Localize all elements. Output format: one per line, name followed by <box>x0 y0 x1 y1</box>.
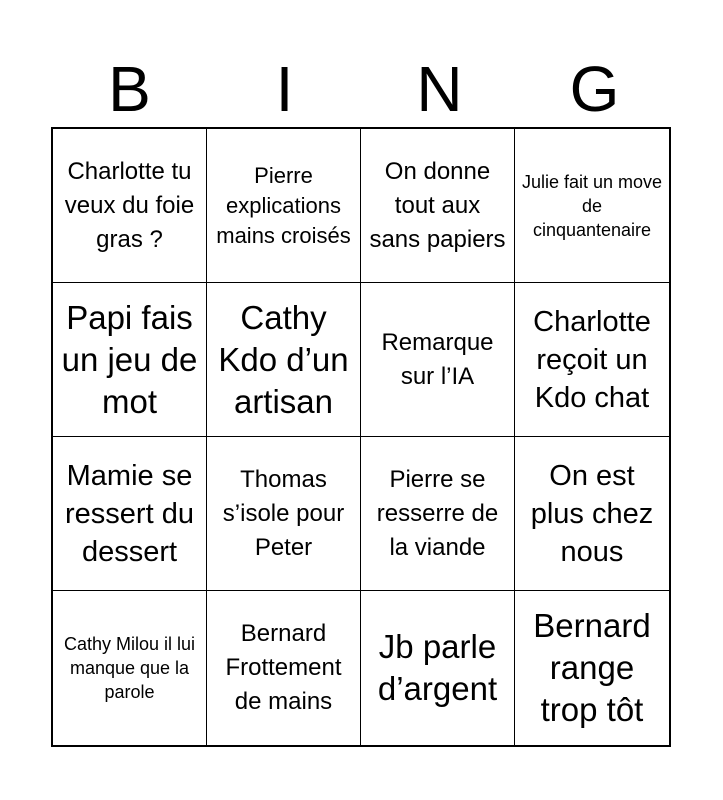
bingo-cell-r1c3[interactable] <box>361 129 515 283</box>
header-letter-b: B <box>108 53 151 125</box>
bingo-cell-r4c4[interactable] <box>515 591 669 745</box>
bingo-cell-r3c1[interactable] <box>53 437 207 591</box>
bingo-cell-r2c1[interactable] <box>53 283 207 437</box>
bingo-cell-r3c3[interactable] <box>361 437 515 591</box>
bingo-grid <box>51 127 671 747</box>
cell-text: Cathy Milou il lui manque que la parole <box>63 634 196 702</box>
header-letter-g: G <box>569 53 620 125</box>
header-letter-i: I <box>275 53 294 125</box>
cell-text: Bernard Frottement de mains <box>225 620 342 715</box>
bingo-cell-r2c3[interactable] <box>361 283 515 437</box>
bingo-cell-r1c2[interactable] <box>207 129 361 283</box>
cell-text: Papi fais un jeu de mot <box>61 298 198 420</box>
bingo-cell-r4c3[interactable] <box>361 591 515 745</box>
bingo-header <box>52 50 672 128</box>
cell-text: Jb parle d’argent <box>377 628 498 707</box>
cell-text: On donne tout aux sans papiers <box>369 157 506 253</box>
cell-text: Pierre se resserre de la viande <box>376 465 499 561</box>
bingo-cell-r2c2[interactable] <box>207 283 361 437</box>
bingo-cell-r4c1[interactable] <box>53 591 207 745</box>
cell-text: Julie fait un move de cinquantenaire <box>521 171 663 240</box>
cell-text: Charlotte tu veux du foie gras ? <box>64 157 195 253</box>
header-letter-n: N <box>416 53 463 125</box>
bingo-cell-r2c4[interactable] <box>515 283 669 437</box>
bingo-cell-r1c1[interactable] <box>53 129 207 283</box>
bingo-cell-r3c4[interactable] <box>515 437 669 591</box>
cell-text: Thomas s’isole pour Peter <box>222 465 345 561</box>
bingo-cell-r1c4[interactable] <box>515 129 669 283</box>
cell-text: Mamie se ressert du dessert <box>65 459 194 568</box>
bingo-cell-r4c2[interactable] <box>207 591 361 745</box>
cell-text: On est plus chez nous <box>530 459 654 568</box>
cell-text: Pierre explications mains croisés <box>216 162 351 248</box>
cell-text: Remarque sur l’IA <box>381 328 494 390</box>
bingo-cell-r3c2[interactable] <box>207 437 361 591</box>
cell-text: Cathy Kdo d’un artisan <box>218 298 349 420</box>
cell-text: Charlotte reçoit un Kdo chat <box>533 305 651 414</box>
cell-text: Bernard range trop tôt <box>533 607 651 728</box>
